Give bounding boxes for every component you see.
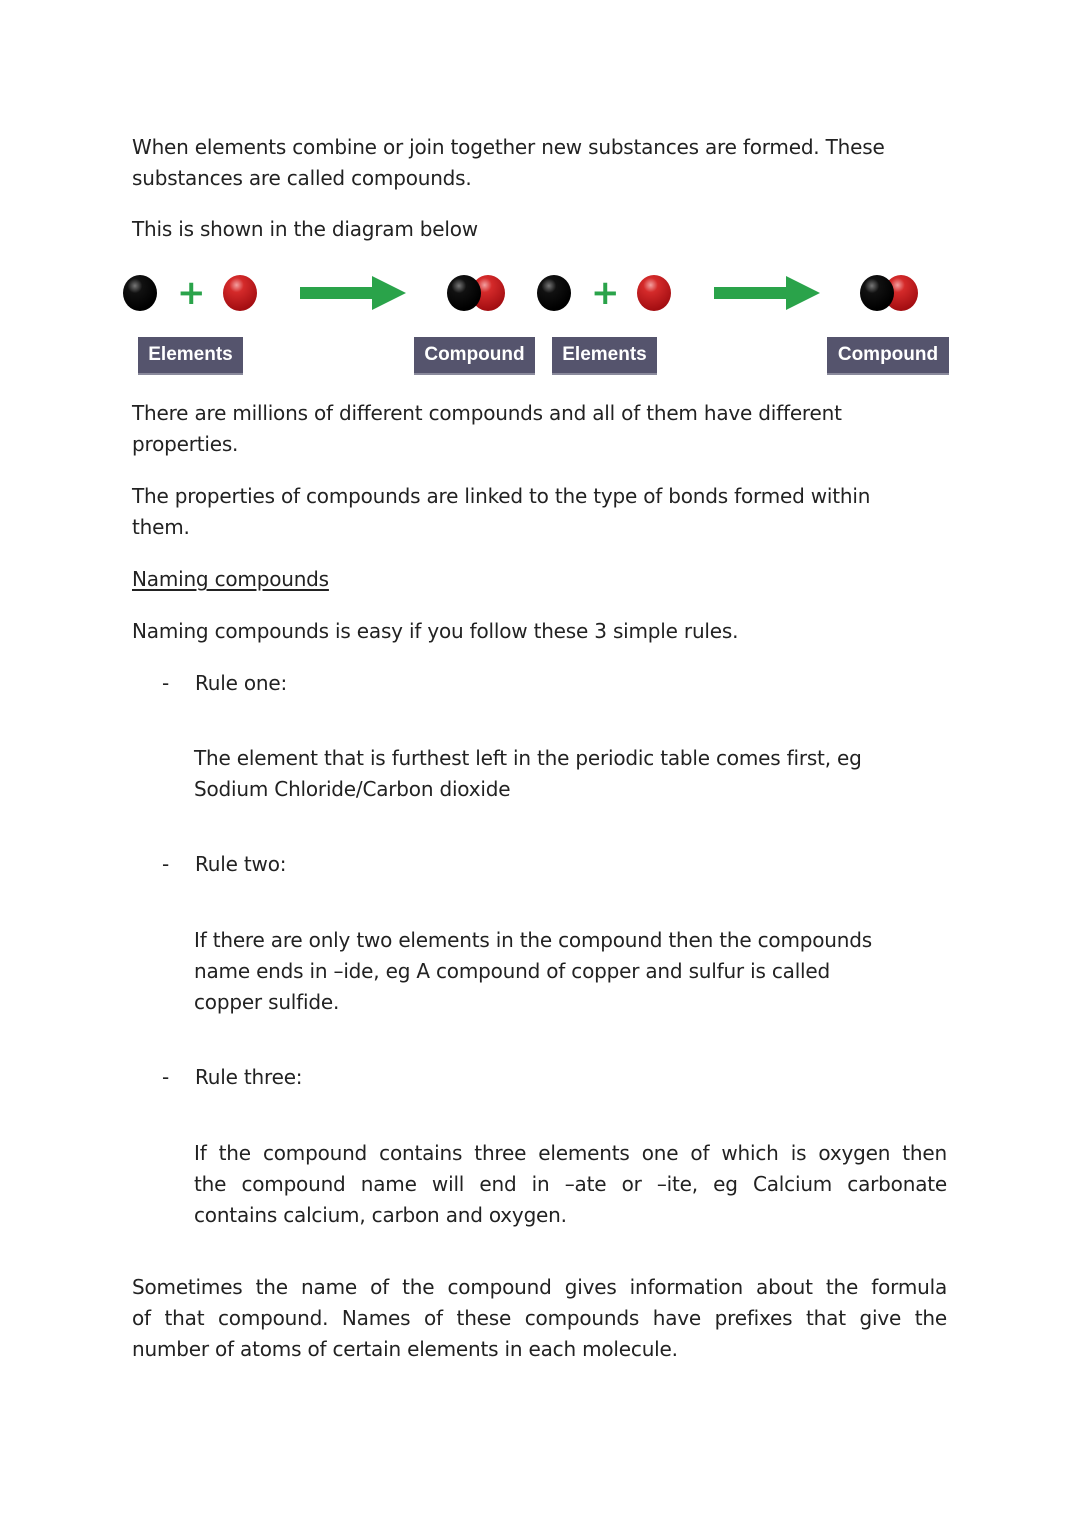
black-atom-icon [860, 275, 894, 311]
black-atom-icon [537, 275, 571, 311]
label-elements: Elements [552, 337, 657, 375]
section-heading: Naming compounds [132, 567, 329, 591]
black-atom-icon [123, 275, 157, 311]
plus-icon: + [177, 273, 206, 313]
arrow-right-icon [714, 276, 820, 310]
arrow-right-icon [300, 276, 406, 310]
diagram-intro: This is shown in the diagram below [132, 217, 478, 241]
label-compound: Compound [827, 337, 949, 375]
red-atom-icon [637, 275, 671, 311]
black-atom-icon [447, 275, 481, 311]
label-elements: Elements [138, 337, 243, 375]
rules-intro: Naming compounds is easy if you follow these 3 simple rules. [132, 619, 739, 643]
plus-icon: + [591, 273, 620, 313]
red-atom-icon [223, 275, 257, 311]
label-compound: Compound [414, 337, 535, 375]
